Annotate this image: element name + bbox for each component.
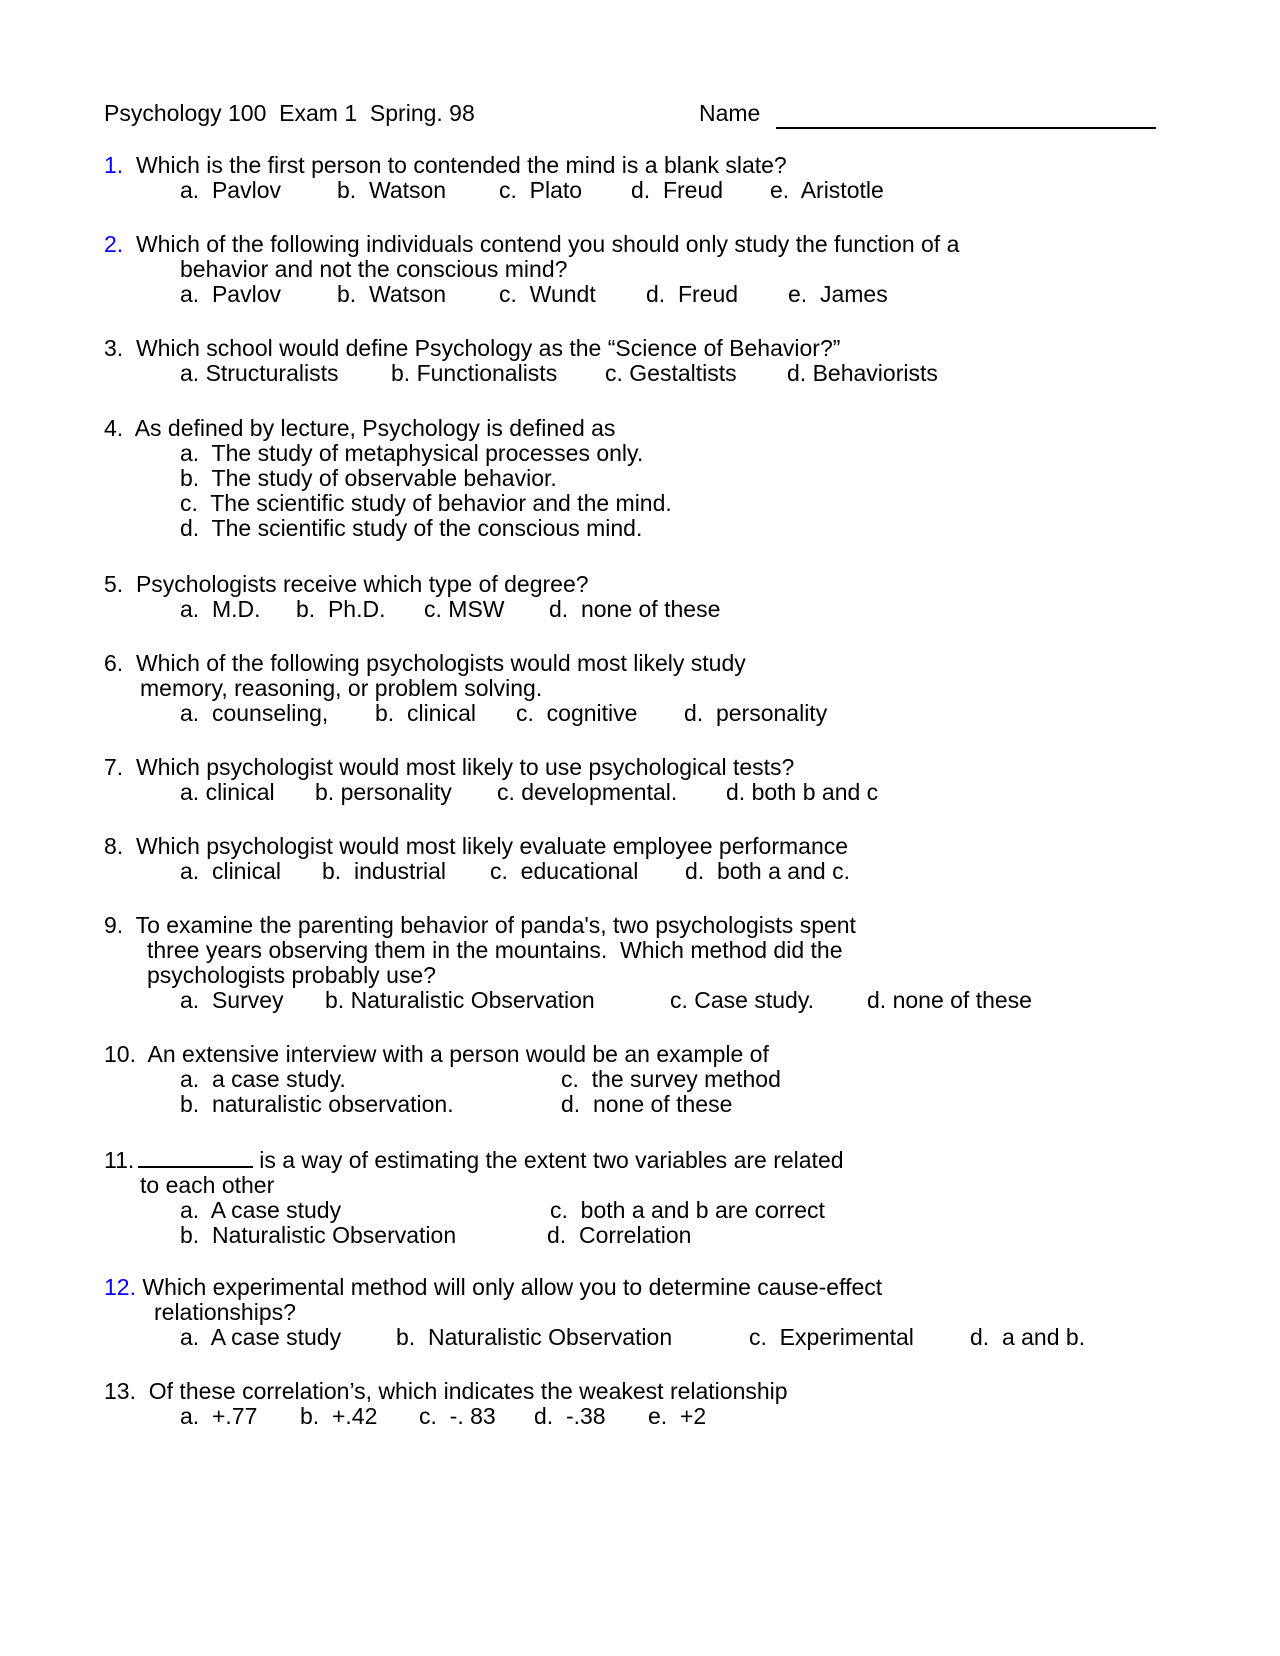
question-2: [104, 232, 1244, 307]
question-number: 12.: [104, 1274, 136, 1300]
question-number: 8.: [104, 833, 124, 859]
question-4: [104, 416, 1244, 541]
option-a: a. M.D.: [180, 596, 261, 622]
option-b: b. Watson: [337, 281, 447, 307]
question-text-continued: memory, reasoning, or problem solving.: [140, 675, 543, 701]
option-a: a. counseling,: [180, 700, 329, 726]
question-11: [104, 1146, 1244, 1248]
option-c: c. educational: [490, 858, 639, 884]
option-a: a. A case study: [180, 1197, 342, 1223]
question-number: 7.: [104, 754, 124, 780]
exam-header: [104, 100, 1164, 130]
question-number: 11.: [104, 1147, 135, 1173]
option-d: d. none of these: [549, 596, 721, 622]
question-text: As defined by lecture, Psychology is defined as: [134, 415, 616, 441]
question-text: Psychologists receive which type of degree?: [135, 571, 589, 597]
question-number: 2.: [104, 231, 124, 257]
question-13: [104, 1379, 1244, 1429]
option-a: a. a case study.: [180, 1066, 346, 1092]
option-c: c. both a and b are correct: [550, 1197, 825, 1223]
option-d: d. The scientific study of the conscious mind.: [180, 515, 643, 541]
option-a: a. Pavlov: [180, 177, 281, 203]
question-text: Which of the following psychologists would most likely study: [135, 650, 746, 676]
question-number: 5.: [104, 571, 124, 597]
option-d: d. none of these: [561, 1091, 733, 1117]
question-number: 4.: [104, 415, 124, 441]
option-a: a. +.77: [180, 1403, 258, 1429]
option-a: a. Survey: [180, 987, 284, 1013]
option-c: c. Wundt: [499, 281, 596, 307]
question-9: [104, 913, 1244, 1013]
question-text-continued: to each other: [140, 1172, 275, 1198]
question-text: Which experimental method will only allow you to determine cause-effect: [142, 1274, 883, 1300]
question-7: [104, 755, 1244, 805]
question-text-continued: three years observing them in the mountains. Which method did the: [147, 937, 843, 963]
question-1: [104, 153, 1244, 203]
question-text-continued: psychologists probably use?: [147, 962, 436, 988]
option-b: b. Naturalistic Observation: [180, 1222, 457, 1248]
name-field-line: [776, 127, 1156, 129]
question-number: 1.: [104, 152, 124, 178]
option-e: e. Aristotle: [770, 177, 884, 203]
option-a: a. Pavlov: [180, 281, 281, 307]
option-a: a. clinical: [180, 779, 275, 805]
option-c: c. Experimental: [749, 1324, 914, 1350]
option-a: a. clinical: [180, 858, 281, 884]
option-c: c. Case study.: [670, 987, 815, 1013]
question-text: Which psychologist would most likely to use psychological tests?: [135, 754, 795, 780]
option-d: d. none of these: [867, 987, 1032, 1013]
option-d: d. both a and c.: [685, 858, 850, 884]
option-e: e. +2: [648, 1403, 707, 1429]
option-b: b. Ph.D.: [296, 596, 386, 622]
option-d: d. both b and c: [726, 779, 879, 805]
option-d: d. Freud: [646, 281, 739, 307]
question-10: [104, 1042, 1244, 1117]
option-d: d. -.38: [534, 1403, 606, 1429]
option-b: b. Functionalists: [391, 360, 558, 386]
option-d: d. Correlation: [547, 1222, 692, 1248]
question-number: 13.: [104, 1378, 136, 1404]
question-text: Which is the first person to contended the mind is a blank slate?: [135, 152, 787, 178]
option-b: b. industrial: [322, 858, 447, 884]
question-text: Of these correlation’s, which indicates the weakest relationship: [148, 1378, 788, 1404]
option-b: b. Naturalistic Observation: [325, 987, 595, 1013]
question-number: 10.: [104, 1041, 136, 1067]
option-c: c. the survey method: [561, 1066, 781, 1092]
option-d: d. Freud: [631, 177, 724, 203]
option-d: d. personality: [684, 700, 828, 726]
question-text: Which psychologist would most likely evaluate employee performance: [135, 833, 849, 859]
option-c: c. -. 83: [419, 1403, 496, 1429]
question-5: [104, 572, 1244, 622]
option-b: b. The study of observable behavior.: [180, 465, 557, 491]
question-text: Which of the following individuals contend you should only study the function of a: [135, 231, 960, 257]
question-text-continued: relationships?: [154, 1299, 296, 1325]
question-8: [104, 834, 1244, 884]
option-a: a. Structuralists: [180, 360, 339, 386]
option-b: b. +.42: [300, 1403, 378, 1429]
option-d: d. Behaviorists: [787, 360, 938, 386]
option-c: c. Gestaltists: [605, 360, 737, 386]
option-b: b. clinical: [375, 700, 476, 726]
option-b: b. naturalistic observation.: [180, 1091, 454, 1117]
question-text-continued: behavior and not the conscious mind?: [180, 256, 568, 282]
option-e: e. James: [788, 281, 888, 307]
option-a: a. A case study: [180, 1324, 342, 1350]
question-text: is a way of estimating the extent two variables are related: [259, 1147, 844, 1173]
option-a: a. The study of metaphysical processes only.: [180, 440, 644, 466]
option-c: c. Plato: [499, 177, 583, 203]
option-d: d. a and b.: [970, 1324, 1086, 1350]
question-3: [104, 336, 1244, 386]
option-c: c. MSW: [424, 596, 505, 622]
option-c: c. developmental.: [497, 779, 678, 805]
question-number: 3.: [104, 335, 124, 361]
question-text: An extensive interview with a person would be an example of: [147, 1041, 769, 1067]
question-text: Which school would define Psychology as the “Science of Behavior?”: [135, 335, 841, 361]
answer-blank: [138, 1146, 253, 1168]
question-number: 6.: [104, 650, 124, 676]
exam-title: Psychology 100 Exam 1 Spring. 98: [104, 100, 475, 126]
option-c: c. cognitive: [516, 700, 638, 726]
option-b: b. Naturalistic Observation: [396, 1324, 673, 1350]
question-6: [104, 651, 1244, 726]
option-b: b. Watson: [337, 177, 447, 203]
question-12: [104, 1275, 1244, 1350]
question-text: To examine the parenting behavior of panda's, two psychologists spent: [135, 912, 856, 938]
option-b: b. personality: [315, 779, 452, 805]
option-c: c. The scientific study of behavior and the mind.: [180, 490, 672, 516]
name-label: Name: [699, 100, 761, 126]
question-number: 9.: [104, 912, 124, 938]
